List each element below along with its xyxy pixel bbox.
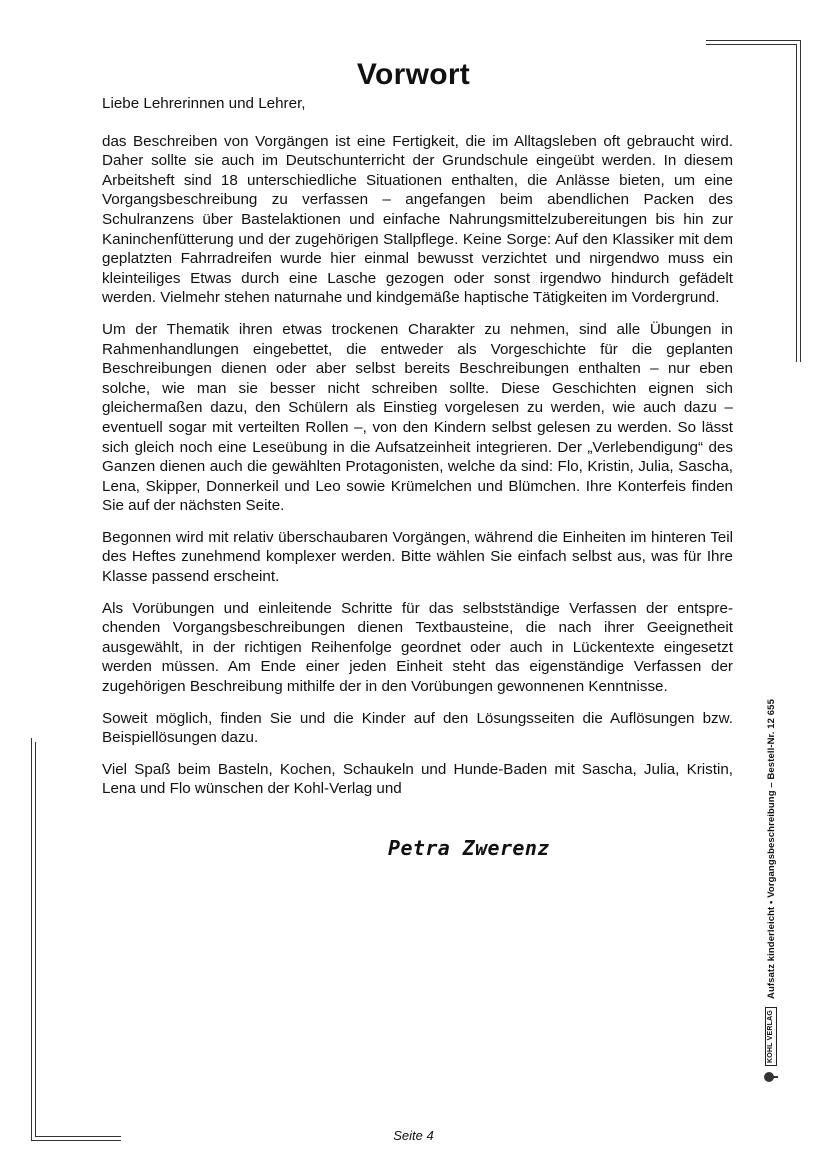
side-imprint	[760, 699, 782, 1085]
page-title: Vorwort	[356, 58, 471, 92]
paragraph: Als Vorübungen und einleitende Schritte für das selbstständige Verfassen der entsprechenden Vorgangsbeschreibungen dienen Textbausteine, die nach ihrer Geeignetheit ausgewählt, in der richtigen Reihenfolge geordnet oder auch in Lückentexte eingesetzt werden müssen. Am Ende einer jeden Einheit steht das eigenständige Verfassen der zugehörigen Beschreibung mithilfe der in den Vorübungen gewonnenen Kenntnisse.	[102, 599, 733, 696]
page-number: Seite 4	[393, 1128, 434, 1143]
book-info: Aufsatz kinderleicht • Vorgangsbeschreibung – Bestell-Nr. 12 655	[765, 699, 777, 999]
frame-line	[35, 742, 36, 1136]
publisher-logo	[763, 1007, 779, 1085]
paragraph: Viel Spaß beim Basteln, Kochen, Schaukeln und Hunde-Baden mit Sascha, Julia, Kristin, Lena und Flo wünschen der Kohl-Verlag und	[102, 760, 733, 798]
frame-line	[31, 738, 32, 1140]
salutation: Liebe Lehrerinnen und Lehrer,	[102, 95, 306, 112]
frame-line	[706, 40, 801, 41]
paragraph: das Beschreiben von Vorgängen ist eine Fertigkeit, die im Alltagsleben oft gebraucht wird. Daher sollte sie auch im Deutschunterricht der Grundschule eingeübt werden. In diesem Arbeitsheft sind 18 unterschiedliche Situationen enthalten, die Anlässe bieten, um eine Vorgangsbeschreibung zu verfassen – angefangen beim abendlichen Packen des Schulranzens über Bastelaktionen und einfache Nahrungsmittelzubereitungen bis hin zur Kaninchenfütterung und der zugehörigen Stallpflege. Keine Sorge: Auf den Klassiker mit dem geplatzten Fahrradreifen wurde hier einmal bewusst verzichtet und nirgendwo muss ein kleinteiliges Etwas durch eine Lasche gezogen oder sonst irgendwo hindurch gefädelt werden. Vielmehr stehen naturnahe und kindgemäße haptische Tätigkeiten im Vordergrund.	[102, 132, 733, 307]
author-signature: Petra Zwerenz	[388, 836, 550, 860]
tree-icon	[763, 1069, 779, 1085]
paragraph: Soweit möglich, finden Sie und die Kinder auf den Lösungsseiten die Auflösungen bzw. Beispiellösungen dazu.	[102, 709, 733, 747]
paragraph: Begonnen wird mit relativ überschaubaren Vorgängen, während die Einheiten im hinteren Teil des Heftes zunehmend komplexer werden. Bitte wählen Sie einfach selbst aus, was für Ihre Klasse passend erscheint.	[102, 528, 733, 586]
body-text	[102, 94, 733, 811]
publisher-logo-text: KOHL VERLAG	[765, 1007, 777, 1066]
paragraph: Um der Thematik ihren etwas trockenen Charakter zu nehmen, sind alle Übungen in Rahmenhandlungen eingebettet, die entweder als Vorgeschichte für die geplanten Beschreibungen dienen oder aber selbst bereits Beschreibungen enthalten – nur eben solche, wie man sie besser nicht schreiben sollte. Diese Geschichten eignen sich gleichermaßen dazu, den Schülern als Einstieg vorgelesen zu werden, wie auch dazu – eventuell sogar mit verteilten Rollen –, von den Kindern selbst gelesen zu werden. So lässt sich gleich noch eine Leseübung in die Aufsatzeinheit integrieren. Der „Verlebendigung“ des Ganzen dienen auch die gewählten Protagonisten, welche da sind: Flo, Kristin, Julia, Sascha, Lena, Skipper, Donnerkeil und Leo sowie Krümelchen und Blümchen. Ihre Konterfeis finden Sie auf der nächsten Seite.	[102, 320, 733, 515]
frame-line	[706, 44, 797, 45]
